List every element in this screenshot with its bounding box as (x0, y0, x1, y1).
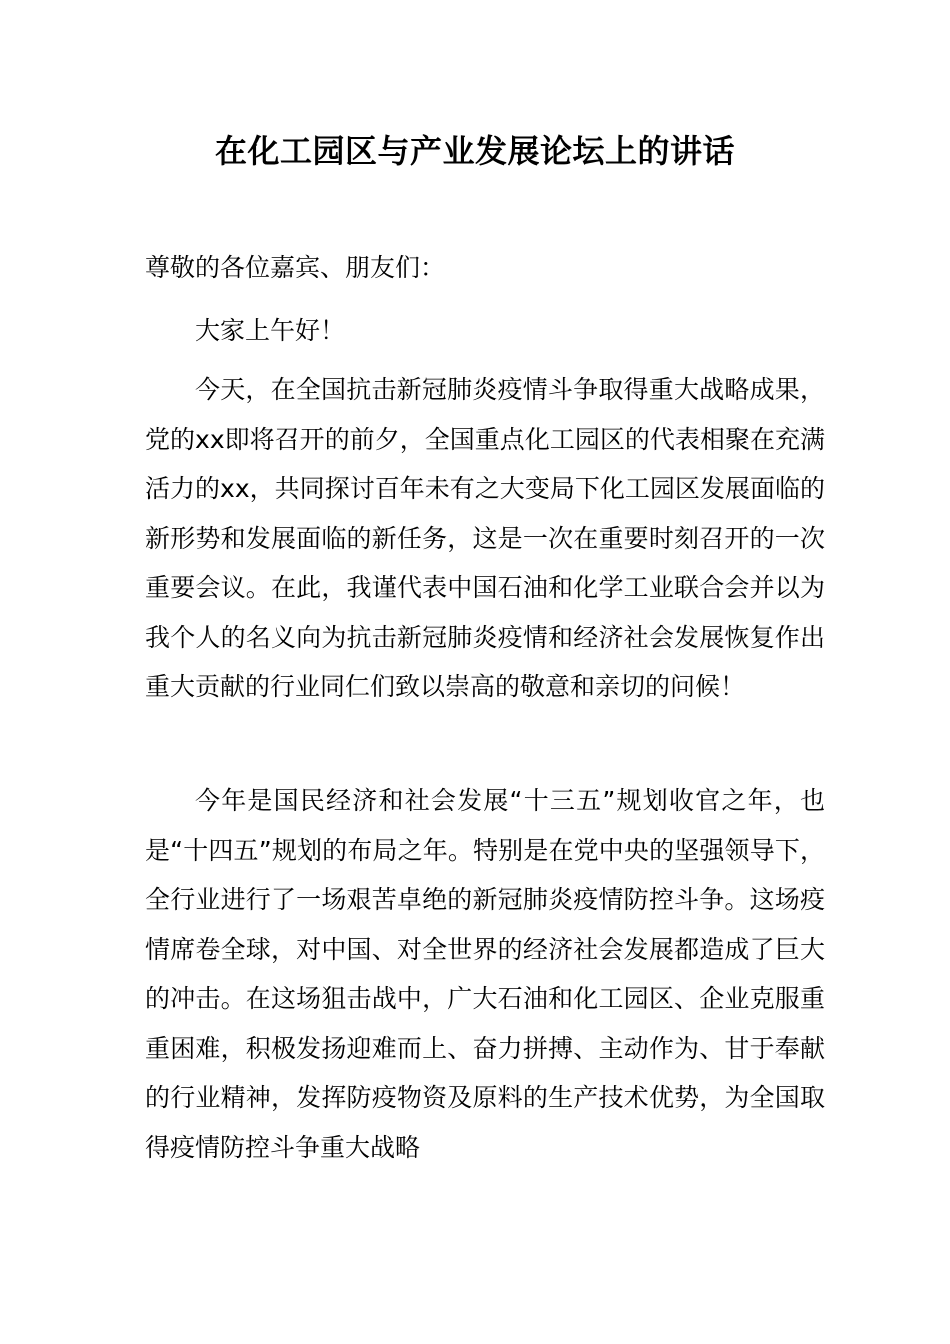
paragraph-greeting: 大家上午好！ (195, 316, 346, 345)
paragraph-opening: 今天，在全国抗击新冠肺炎疫情斗争取得重大战略成果，党的xx即将召开的前夕，全国重点化工园区的代表相聚在充满活力的xx，共同探讨百年未有之大变局下化工园区发展面临的新形势和发展面临的新任务，这是一次在重要时刻召开的一次重要会议。在此，我谨代表中国石油和化学工业联合会并以为我个人的名义向为抗击新冠肺炎疫情和经济社会发展恢复作出重大贡献的行业同仁们致以崇高的敬意和亲切的问候！ (145, 375, 825, 701)
salutation: 尊敬的各位嘉宾、朋友们： (145, 253, 446, 282)
document-title: 在化工园区与产业发展论坛上的讲话 (214, 132, 735, 170)
paragraph-context: 今年是国民经济和社会发展“十三五”规划收官之年，也是“十四五”规划的布局之年。特别是在党中央的坚强领导下，全行业进行了一场艰苦卓绝的新冠肺炎疫情防控斗争。这场疫情席卷全球，对中国、对全世界的经济社会发展都造成了巨大的冲击。在这场狙击战中，广大石油和化工园区、企业克服重重困难，积极发扬迎难而上、奋力拼搏、主动作为、甘于奉献的行业精神，发挥防疫物资及原料的生产技术优势，为全国取得疫情防控斗争重大战略 (145, 786, 825, 1162)
